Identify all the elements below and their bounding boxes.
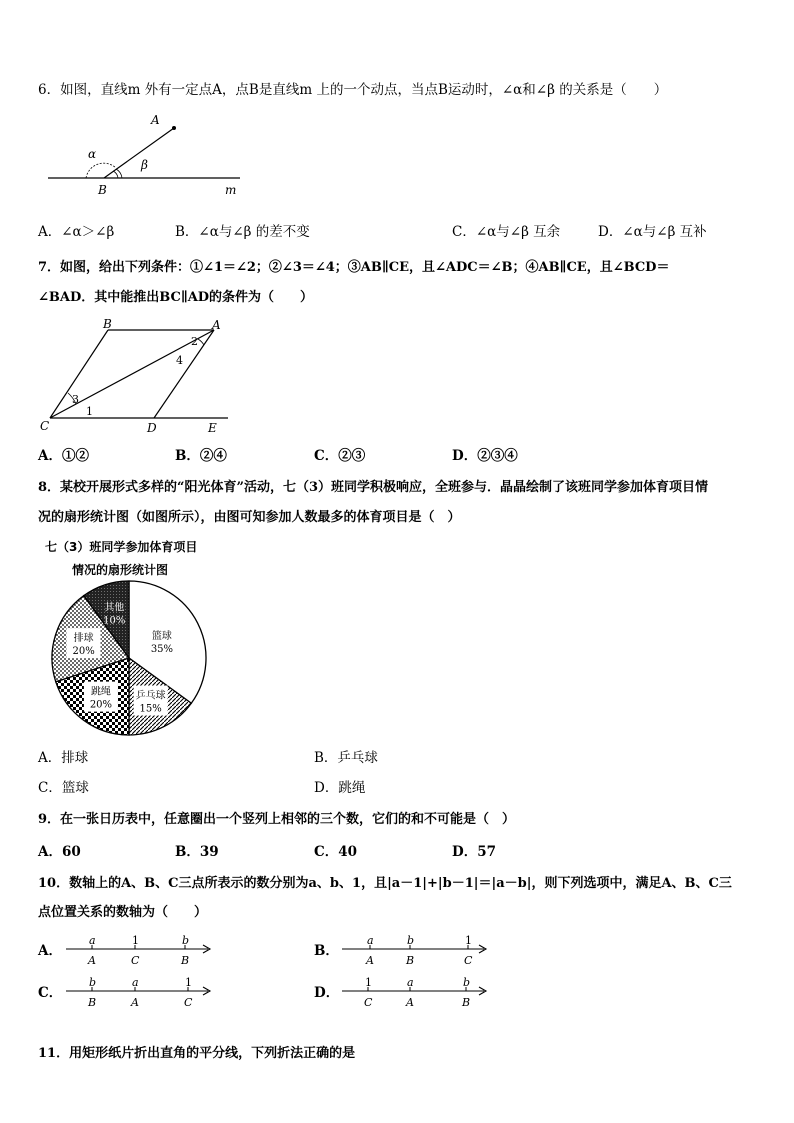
q6-stem: 6．如图，直线m 外有一定点A，点B是直线m 上的一个动点，当点B运动时，∠α和∠β 的关系是（ ） bbox=[38, 82, 668, 98]
q7-option-c[interactable]: C．②③ bbox=[314, 448, 366, 464]
q7-label-1: 1 bbox=[86, 405, 93, 418]
svg-text:A: A bbox=[366, 954, 374, 967]
svg-text:b: b bbox=[463, 976, 471, 989]
svg-text:A: A bbox=[88, 954, 96, 967]
svg-text:C: C bbox=[131, 954, 140, 967]
q10-option-c-numberline bbox=[62, 975, 252, 1011]
pie-chart bbox=[40, 578, 218, 740]
pie-label-rope bbox=[84, 682, 118, 712]
q8-option-a[interactable]: A．排球 bbox=[38, 750, 89, 766]
q6-label-B: B bbox=[98, 183, 107, 197]
q6-option-c[interactable]: C．∠α与∠β 互余 bbox=[452, 224, 561, 240]
q9-option-c[interactable]: C．40 bbox=[314, 844, 358, 860]
q9-option-a[interactable]: A．60 bbox=[38, 844, 81, 860]
q10-option-b-label: B． bbox=[314, 943, 339, 959]
q10-option-a[interactable] bbox=[38, 933, 238, 969]
q7-option-a[interactable]: A．①② bbox=[38, 448, 89, 464]
pie-label-pingpong bbox=[134, 686, 168, 716]
pie-label-other-value: 10% bbox=[103, 615, 126, 627]
svg-text:A: A bbox=[131, 996, 139, 1009]
pie-label-other bbox=[103, 601, 125, 627]
q9-stem: 9．在一张日历表中，任意圈出一个竖列上相邻的三个数，它们的和不可能是（ ） bbox=[38, 812, 516, 827]
q8-option-b[interactable]: B．乒乓球 bbox=[314, 750, 378, 766]
svg-text:B: B bbox=[181, 954, 190, 967]
svg-text:C: C bbox=[364, 996, 373, 1009]
pie-label-rope-value: 20% bbox=[89, 699, 113, 711]
q7-stem-line1: 7．如图，给出下列条件：①∠1＝∠2；②∠3＝∠4；③AB∥CE，且∠ADC＝∠B；④AB∥CE，且∠BCD＝ bbox=[38, 260, 670, 275]
svg-text:B: B bbox=[406, 954, 415, 967]
q6-label-m: m bbox=[225, 183, 237, 197]
q7-option-b[interactable]: B．②④ bbox=[175, 448, 227, 464]
pie-label-volleyball-name: 排球 bbox=[73, 633, 94, 645]
svg-text:1: 1 bbox=[132, 934, 139, 947]
q7-label-A: A bbox=[212, 318, 221, 332]
pie-label-volleyball-value: 20% bbox=[72, 646, 95, 658]
q10-stem-line2: 点位置关系的数轴为（ ） bbox=[38, 905, 208, 920]
q10-option-d[interactable] bbox=[314, 975, 514, 1011]
pie-label-pingpong-name: 乒乓球 bbox=[135, 690, 166, 702]
q7-label-3: 3 bbox=[72, 393, 79, 406]
pie-label-pingpong-value: 15% bbox=[139, 703, 162, 715]
q10-option-b-numberline bbox=[338, 933, 528, 969]
q10-option-d-label: D． bbox=[314, 985, 340, 1001]
q10-option-b[interactable] bbox=[314, 933, 514, 969]
svg-text:a: a bbox=[407, 976, 414, 989]
pie-label-basketball-name: 篮球 bbox=[151, 631, 172, 643]
q6-label-beta: β bbox=[141, 158, 148, 172]
svg-text:a: a bbox=[367, 934, 374, 947]
pie-label-basketball-value: 35% bbox=[150, 644, 174, 656]
chart-title-line1: 七（3）班同学参加体育项目 bbox=[45, 540, 198, 554]
svg-text:1: 1 bbox=[185, 976, 192, 989]
q7-label-C: C bbox=[40, 419, 50, 433]
q8-option-c[interactable]: C．篮球 bbox=[38, 780, 89, 796]
q10-option-a-label: A． bbox=[38, 943, 62, 959]
svg-text:B: B bbox=[462, 996, 471, 1009]
q8-option-d[interactable]: D．跳绳 bbox=[314, 780, 366, 796]
svg-text:1: 1 bbox=[465, 934, 472, 947]
q6-label-A: A bbox=[151, 113, 160, 127]
pie-label-volleyball bbox=[67, 628, 101, 658]
q8-stem-line2: 况的扇形统计图（如图所示），由图可知参加人数最多的体育项目是（ ） bbox=[38, 510, 461, 525]
q7-label-E: E bbox=[208, 421, 217, 435]
svg-text:C: C bbox=[464, 954, 473, 967]
q7-label-B: B bbox=[103, 318, 112, 331]
q7-label-2: 2 bbox=[191, 335, 198, 348]
pie-label-basketball bbox=[151, 629, 173, 655]
svg-text:a: a bbox=[89, 934, 96, 947]
q11-stem: 11．用矩形纸片折出直角的平分线，下列折法正确的是 bbox=[38, 1046, 356, 1061]
q6-option-d[interactable]: D．∠α与∠β 互补 bbox=[598, 224, 707, 240]
q6-option-a[interactable]: A．∠α＞∠β bbox=[38, 224, 115, 240]
svg-text:a: a bbox=[132, 976, 139, 989]
q9-option-d[interactable]: D．57 bbox=[452, 844, 496, 860]
q6-figure bbox=[40, 108, 250, 200]
q7-label-4: 4 bbox=[176, 354, 183, 367]
svg-text:B: B bbox=[88, 996, 97, 1009]
pie-label-rope-name: 跳绳 bbox=[90, 686, 111, 698]
q10-option-c-label: C． bbox=[38, 985, 63, 1001]
q10-option-d-numberline bbox=[338, 975, 528, 1011]
q8-stem-line1: 8．某校开展形式多样的“阳光体育”活动，七（3）班同学积极响应，全班参与．晶晶绘制了该班同学参加体育项目情 bbox=[38, 480, 709, 495]
svg-text:C: C bbox=[184, 996, 193, 1009]
pie-label-other-name: 其他 bbox=[104, 602, 125, 614]
q7-figure bbox=[38, 318, 238, 438]
q9-option-b[interactable]: B．39 bbox=[175, 844, 219, 860]
q7-stem-line2: ∠BAD．其中能推出BC∥AD的条件为（ ） bbox=[38, 290, 314, 305]
svg-text:1: 1 bbox=[365, 976, 372, 989]
q7-option-d[interactable]: D．②③④ bbox=[452, 448, 518, 464]
q10-stem-line1: 10．数轴上的A、B、C三点所表示的数分别为a、b、1，且|a－1|+|b－1|＝|a－b|，则下列选项中，满足A、B、C三 bbox=[38, 876, 732, 891]
svg-text:b: b bbox=[182, 934, 190, 947]
chart-title-line2: 情况的扇形统计图 bbox=[72, 563, 169, 577]
q10-option-c[interactable] bbox=[38, 975, 238, 1011]
q10-option-a-numberline bbox=[62, 933, 252, 969]
q7-label-D: D bbox=[147, 421, 157, 435]
q6-option-b[interactable]: B．∠α与∠β 的差不变 bbox=[175, 224, 310, 240]
svg-text:A: A bbox=[406, 996, 414, 1009]
svg-text:b: b bbox=[89, 976, 97, 989]
q6-label-alpha: α bbox=[88, 147, 97, 161]
svg-text:b: b bbox=[407, 934, 415, 947]
